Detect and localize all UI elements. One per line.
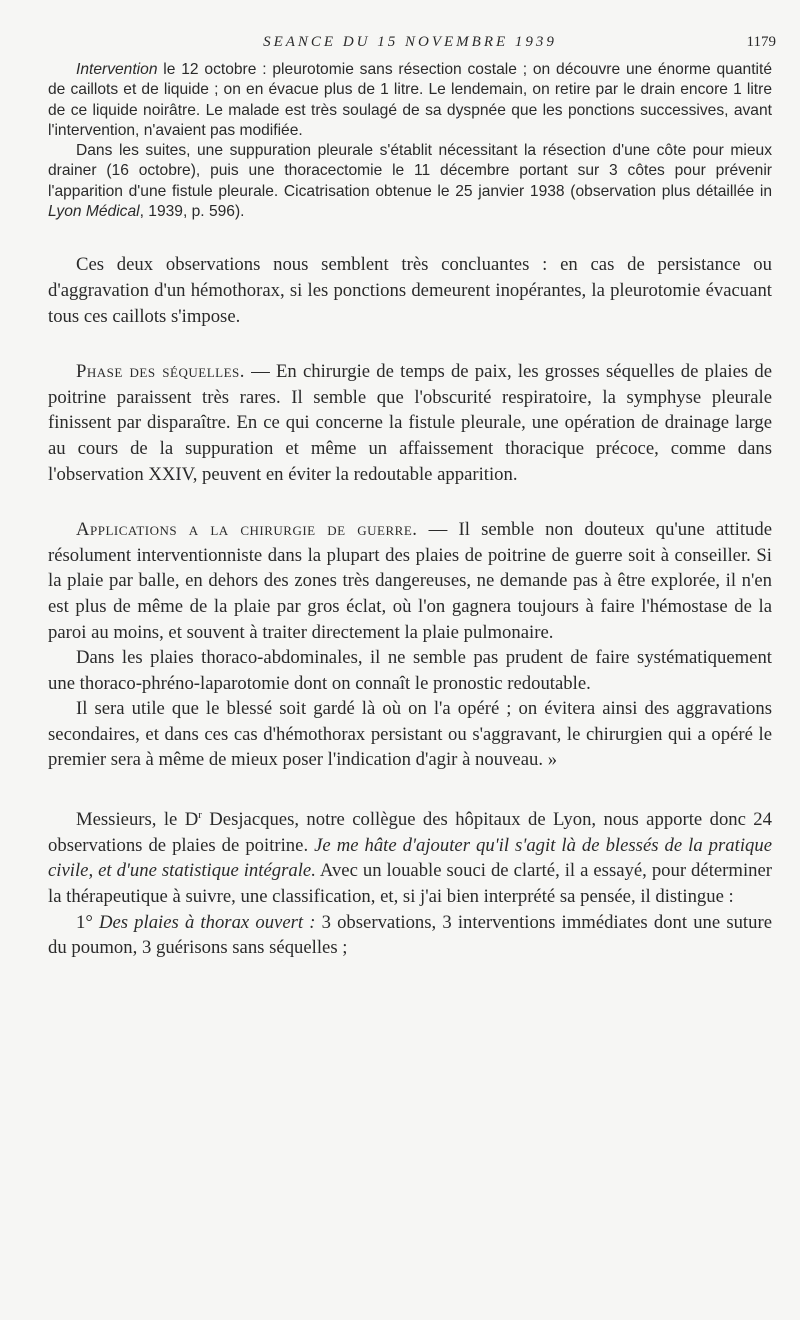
observation-block xyxy=(48,60,772,222)
sequelles-text: — En chirurgie de temps de paix, les grosses séquelles de plaies de poitrine paraissent très rares. Il semble que l'obscurité respiratoire, la symphyse pleurale finissent par disparaître. En ce qui concerne la fistule pleurale, une opération de drainage large au cours de la suppuration et même un affaissement thoracique précoce, comme dans l'observation XXIV, peuvent en éviter la redoutable apparition. xyxy=(48,361,773,485)
observation-paragraph-2 xyxy=(48,141,772,222)
doctor-superscript: r xyxy=(198,809,202,822)
guerre-paragraph-3: Il sera utile que le blessé soit gardé là où on l'a opéré ; on évitera ainsi des aggravations secondaires, et dans ces cas d'hémothorax persistant ou s'aggravant, le chirurgien qui a opéré le premier sera à même de mieux poser l'indication d'agir à nouveau. » xyxy=(48,698,772,771)
running-title: SEANCE DU 15 NOVEMBRE 1939 xyxy=(263,34,557,50)
page xyxy=(48,34,776,961)
running-head xyxy=(48,34,776,60)
guerre-text: — Il semble non douteux qu'une attitude résolument interventionniste dans la plupart des plaies de poitrine de guerre soit à conseiller. Si la plaie par balle, en dehors des zones très dangereuses, ne demande pas à être explorée, il n'en est plus de même de la plaie par gros éclat, où l'on gagnera toujours à faire l'hémostase de la paroi au moins, et souvent à traiter directement la plaie pulmonaire. xyxy=(48,519,772,643)
sequelles-paragraph xyxy=(48,359,772,487)
observation-paragraph-1 xyxy=(48,60,772,141)
closing-paragraph-2 xyxy=(48,910,772,961)
journal-title: Lyon Médical xyxy=(48,203,140,221)
observation-text-1: le 12 octobre : pleurotomie sans résection costale ; on découvre une énorme quantité de caillots et de liquide ; on en évacue plus de 1 litre. Le lendemain, on retire par le drain encore 1 litre de ce liquide noirâtre. Le malade est très soulagé de sa dyspnée que les ponctions successives, avant l'intervention, n'avaient pas modifiée. xyxy=(48,61,772,139)
list-item-title: Des plaies à thorax ouvert : xyxy=(98,911,316,933)
closing-italic: Je me hâte d'ajouter qu'il s'agit là de blessés de la pratique civile, et d'une statistique intégrale. xyxy=(48,834,773,882)
closing-paragraph-1 xyxy=(48,803,772,910)
closing-text-a: Messieurs, le D xyxy=(76,809,199,831)
observation-text-2b: , 1939, p. 596). xyxy=(139,203,245,221)
guerre-heading: Applications a la chirurgie de guerre. xyxy=(76,519,418,541)
page-number: 1179 xyxy=(746,34,776,50)
observation-text-2a: Dans les suites, une suppuration pleurale s'établit nécessitant la résection d'une côte pour mieux drainer (16 octobre), puis une thoracectomie le 11 décembre portant sur 3 côtes pour prévenir l'apparition d'une fistule pleurale. Cicatrisation obtenue le 25 janvier 1938 (observation plus détaillée in xyxy=(48,142,772,200)
observation-label: Intervention xyxy=(76,61,158,78)
list-item-text: 3 observations, 3 interventions immédiates dont une suture du poumon, 3 guérisons sans séquelles ; xyxy=(48,911,772,959)
sequelles-heading: Phase des séquelles. xyxy=(76,361,245,383)
closing-text-b: Desjacques, notre collègue des hôpitaux de Lyon, nous apporte donc 24 observations de plaies de poitrine. xyxy=(48,809,772,856)
guerre-paragraph-1 xyxy=(48,517,772,645)
conclusion-paragraph: Ces deux observations nous semblent très concluantes : en cas de persistance ou d'aggravation d'un hémothorax, si les ponctions demeurent inopérantes, la pleurotomie évacuant tous ces caillots s'impose. xyxy=(48,254,772,327)
guerre-paragraph-2: Dans les plaies thoraco-abdominales, il ne semble pas prudent de faire systématiquement une thoraco-phréno-laparotomie dont on connaît le pronostic redoutable. xyxy=(48,647,772,694)
list-number: 1° xyxy=(76,911,99,933)
main-text xyxy=(48,252,772,960)
closing-text-c: Avec un louable souci de clarté, il a essayé, pour déterminer la thérapeutique à suivre, une classification, et, si j'ai bien interprété sa pensée, il distingue : xyxy=(48,860,772,908)
